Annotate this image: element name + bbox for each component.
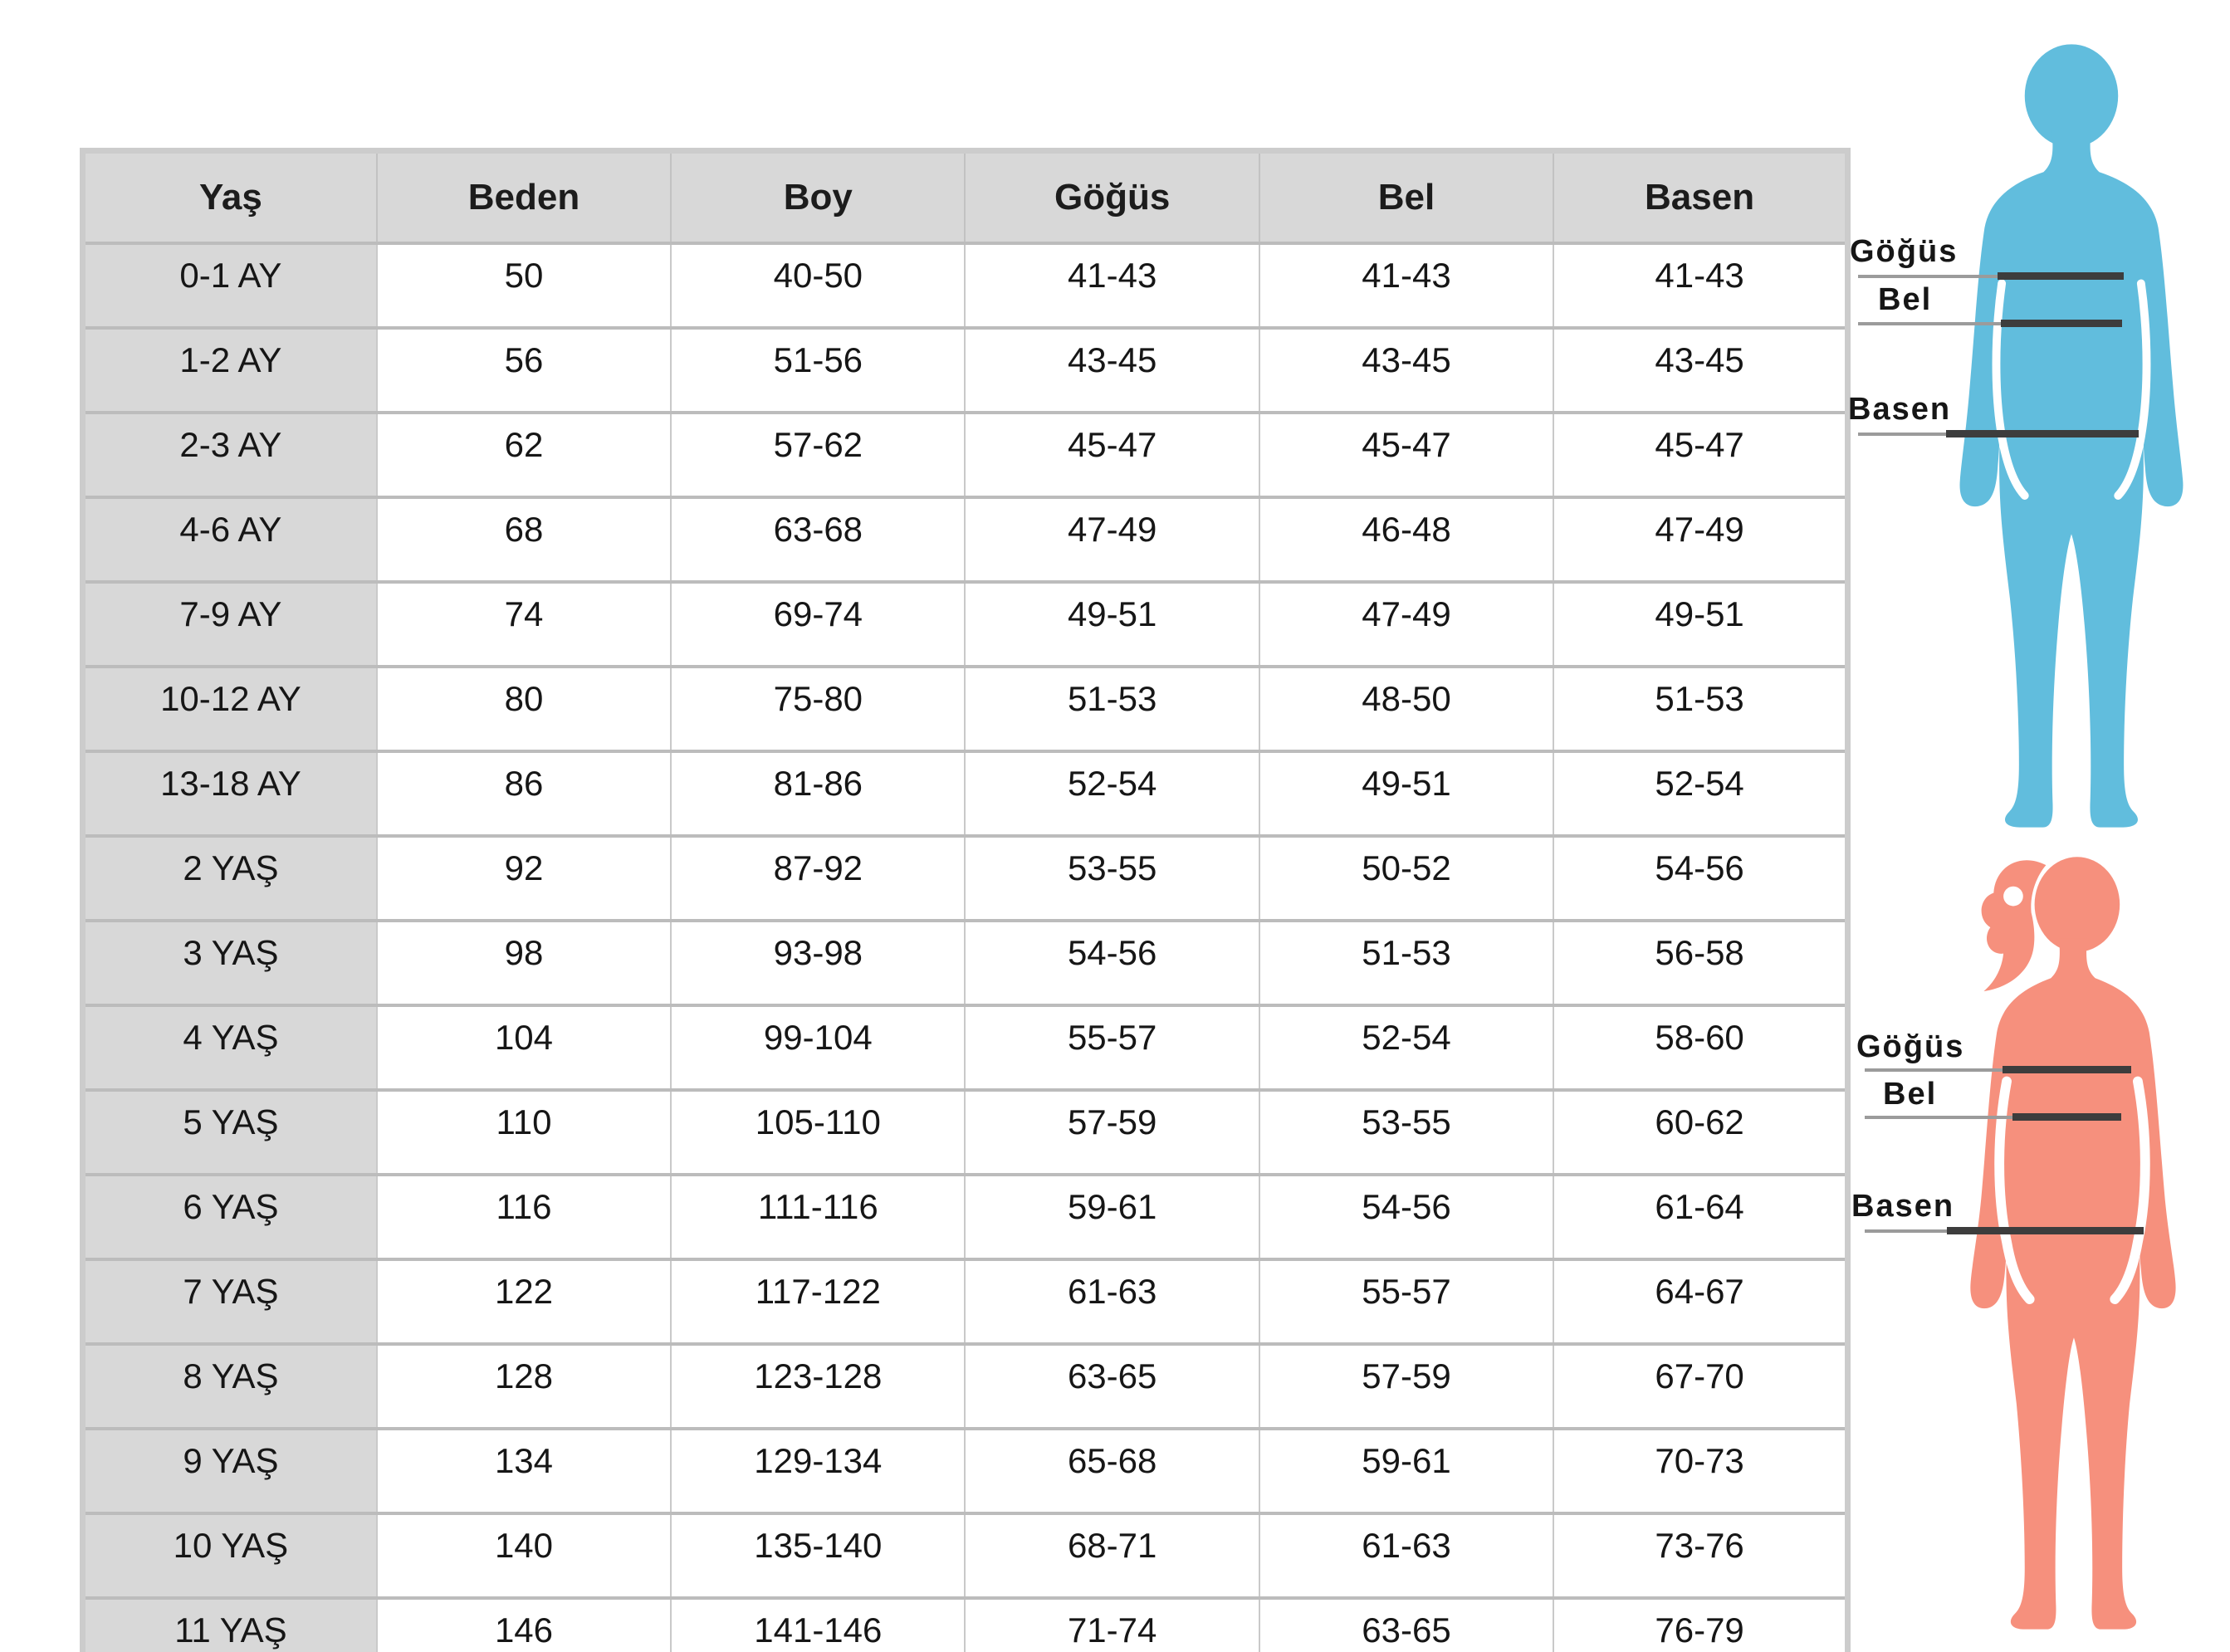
value-cell: 52-54 xyxy=(965,751,1259,836)
value-cell: 135-140 xyxy=(671,1513,965,1598)
value-cell: 75-80 xyxy=(671,667,965,751)
table-row xyxy=(83,1090,1848,1175)
value-cell: 86 xyxy=(377,751,671,836)
value-cell: 68-71 xyxy=(965,1513,1259,1598)
table-row xyxy=(83,1429,1848,1513)
header-row xyxy=(83,151,1848,244)
value-cell: 41-43 xyxy=(965,243,1259,328)
girl-hip-line-thin xyxy=(1865,1229,1947,1233)
value-cell: 51-53 xyxy=(1259,921,1553,1005)
column-header: Bel xyxy=(1259,151,1553,244)
value-cell: 49-51 xyxy=(1259,751,1553,836)
value-cell: 46-48 xyxy=(1259,497,1553,582)
value-cell: 140 xyxy=(377,1513,671,1598)
value-cell: 74 xyxy=(377,582,671,667)
value-cell: 67-70 xyxy=(1553,1344,1847,1429)
value-cell: 52-54 xyxy=(1553,751,1847,836)
value-cell: 57-59 xyxy=(1259,1344,1553,1429)
boy-waist-label: Bel xyxy=(1878,282,1933,317)
girl-chest-label: Göğüs xyxy=(1856,1029,1965,1064)
column-header: Yaş xyxy=(83,151,377,244)
age-cell: 7 YAŞ xyxy=(83,1259,377,1344)
value-cell: 87-92 xyxy=(671,836,965,921)
size-table-head xyxy=(83,151,1848,244)
boy-body xyxy=(1960,130,2184,828)
girl-head xyxy=(2035,857,2120,951)
age-cell: 3 YAŞ xyxy=(83,921,377,1005)
value-cell: 43-45 xyxy=(1553,328,1847,413)
value-cell: 111-116 xyxy=(671,1175,965,1259)
table-row xyxy=(83,921,1848,1005)
value-cell: 41-43 xyxy=(1553,243,1847,328)
value-cell: 65-68 xyxy=(965,1429,1259,1513)
table-row xyxy=(83,1344,1848,1429)
age-cell: 10-12 AY xyxy=(83,667,377,751)
boy-hip-line-thin xyxy=(1858,433,1946,436)
girl-waist-line-thin xyxy=(1865,1116,2012,1119)
size-table-body xyxy=(83,243,1848,1652)
age-cell: 6 YAŞ xyxy=(83,1175,377,1259)
girl-waist-label: Bel xyxy=(1883,1077,1938,1112)
size-table xyxy=(80,148,1851,1652)
value-cell: 43-45 xyxy=(965,328,1259,413)
value-cell: 99-104 xyxy=(671,1005,965,1090)
value-cell: 73-76 xyxy=(1553,1513,1847,1598)
value-cell: 63-65 xyxy=(965,1344,1259,1429)
column-header: Boy xyxy=(671,151,965,244)
value-cell: 41-43 xyxy=(1259,243,1553,328)
value-cell: 110 xyxy=(377,1090,671,1175)
age-cell: 11 YAŞ xyxy=(83,1598,377,1652)
value-cell: 50 xyxy=(377,243,671,328)
girl-chest-line-thin xyxy=(1865,1068,2003,1072)
value-cell: 76-79 xyxy=(1553,1598,1847,1652)
value-cell: 61-63 xyxy=(1259,1513,1553,1598)
value-cell: 51-53 xyxy=(965,667,1259,751)
value-cell: 54-56 xyxy=(965,921,1259,1005)
value-cell: 54-56 xyxy=(1553,836,1847,921)
value-cell: 52-54 xyxy=(1259,1005,1553,1090)
value-cell: 45-47 xyxy=(1259,413,1553,497)
table-row xyxy=(83,1513,1848,1598)
boy-waist-line xyxy=(2001,320,2122,327)
table-row xyxy=(83,836,1848,921)
girl-waist-line xyxy=(2012,1113,2121,1121)
value-cell: 47-49 xyxy=(1259,582,1553,667)
boy-hip-line xyxy=(1946,430,2139,437)
value-cell: 61-63 xyxy=(965,1259,1259,1344)
girl-silhouette-shape xyxy=(1970,857,2175,1629)
value-cell: 71-74 xyxy=(965,1598,1259,1652)
value-cell: 40-50 xyxy=(671,243,965,328)
value-cell: 45-47 xyxy=(965,413,1259,497)
table-row xyxy=(83,1598,1848,1652)
value-cell: 53-55 xyxy=(1259,1090,1553,1175)
age-cell: 4-6 AY xyxy=(83,497,377,582)
value-cell: 92 xyxy=(377,836,671,921)
value-cell: 59-61 xyxy=(1259,1429,1553,1513)
boy-waist-line-thin xyxy=(1858,322,2001,325)
value-cell: 55-57 xyxy=(1259,1259,1553,1344)
value-cell: 49-51 xyxy=(1553,582,1847,667)
table-row xyxy=(83,1005,1848,1090)
value-cell: 134 xyxy=(377,1429,671,1513)
value-cell: 104 xyxy=(377,1005,671,1090)
age-cell: 2-3 AY xyxy=(83,413,377,497)
value-cell: 56-58 xyxy=(1553,921,1847,1005)
value-cell: 98 xyxy=(377,921,671,1005)
age-cell: 4 YAŞ xyxy=(83,1005,377,1090)
table-row xyxy=(83,1175,1848,1259)
girl-silhouette xyxy=(1948,835,2193,1647)
value-cell: 63-65 xyxy=(1259,1598,1553,1652)
table-row xyxy=(83,413,1848,497)
value-cell: 51-56 xyxy=(671,328,965,413)
column-header: Beden xyxy=(377,151,671,244)
value-cell: 43-45 xyxy=(1259,328,1553,413)
value-cell: 58-60 xyxy=(1553,1005,1847,1090)
table-row xyxy=(83,328,1848,413)
value-cell: 47-49 xyxy=(1553,497,1847,582)
column-header: Basen xyxy=(1553,151,1847,244)
value-cell: 70-73 xyxy=(1553,1429,1847,1513)
value-cell: 57-59 xyxy=(965,1090,1259,1175)
value-cell: 117-122 xyxy=(671,1259,965,1344)
boy-chest-label: Göğüs xyxy=(1850,234,1959,269)
table-row xyxy=(83,243,1848,328)
value-cell: 55-57 xyxy=(965,1005,1259,1090)
value-cell: 146 xyxy=(377,1598,671,1652)
girl-hip-label: Basen xyxy=(1851,1189,1955,1224)
value-cell: 63-68 xyxy=(671,497,965,582)
value-cell: 48-50 xyxy=(1259,667,1553,751)
table-row xyxy=(83,667,1848,751)
girl-ponytail-curl xyxy=(2003,887,2023,907)
age-cell: 10 YAŞ xyxy=(83,1513,377,1598)
value-cell: 49-51 xyxy=(965,582,1259,667)
value-cell: 47-49 xyxy=(965,497,1259,582)
age-cell: 5 YAŞ xyxy=(83,1090,377,1175)
value-cell: 53-55 xyxy=(965,836,1259,921)
column-header: Göğüs xyxy=(965,151,1259,244)
value-cell: 80 xyxy=(377,667,671,751)
boy-hip-label: Basen xyxy=(1848,392,1952,427)
value-cell: 51-53 xyxy=(1553,667,1847,751)
table-row xyxy=(83,1259,1848,1344)
value-cell: 116 xyxy=(377,1175,671,1259)
value-cell: 62 xyxy=(377,413,671,497)
age-cell: 13-18 AY xyxy=(83,751,377,836)
value-cell: 123-128 xyxy=(671,1344,965,1429)
age-cell: 1-2 AY xyxy=(83,328,377,413)
value-cell: 57-62 xyxy=(671,413,965,497)
age-cell: 0-1 AY xyxy=(83,243,377,328)
value-cell: 68 xyxy=(377,497,671,582)
value-cell: 93-98 xyxy=(671,921,965,1005)
value-cell: 105-110 xyxy=(671,1090,965,1175)
girl-hip-line xyxy=(1947,1227,2144,1234)
girl-body xyxy=(1970,939,2175,1630)
value-cell: 45-47 xyxy=(1553,413,1847,497)
value-cell: 129-134 xyxy=(671,1429,965,1513)
age-cell: 8 YAŞ xyxy=(83,1344,377,1429)
table-row xyxy=(83,497,1848,582)
value-cell: 69-74 xyxy=(671,582,965,667)
age-cell: 7-9 AY xyxy=(83,582,377,667)
table-row xyxy=(83,582,1848,667)
table-row xyxy=(83,751,1848,836)
girl-ponytail xyxy=(1982,860,2047,991)
girl-chest-line xyxy=(2003,1066,2131,1073)
value-cell: 59-61 xyxy=(965,1175,1259,1259)
value-cell: 60-62 xyxy=(1553,1090,1847,1175)
boy-chest-line xyxy=(1998,272,2124,280)
boy-chest-line-thin xyxy=(1858,275,1998,278)
value-cell: 122 xyxy=(377,1259,671,1344)
value-cell: 56 xyxy=(377,328,671,413)
value-cell: 64-67 xyxy=(1553,1259,1847,1344)
value-cell: 54-56 xyxy=(1259,1175,1553,1259)
value-cell: 81-86 xyxy=(671,751,965,836)
age-cell: 9 YAŞ xyxy=(83,1429,377,1513)
age-cell: 2 YAŞ xyxy=(83,836,377,921)
value-cell: 61-64 xyxy=(1553,1175,1847,1259)
value-cell: 50-52 xyxy=(1259,836,1553,921)
value-cell: 141-146 xyxy=(671,1598,965,1652)
value-cell: 128 xyxy=(377,1344,671,1429)
